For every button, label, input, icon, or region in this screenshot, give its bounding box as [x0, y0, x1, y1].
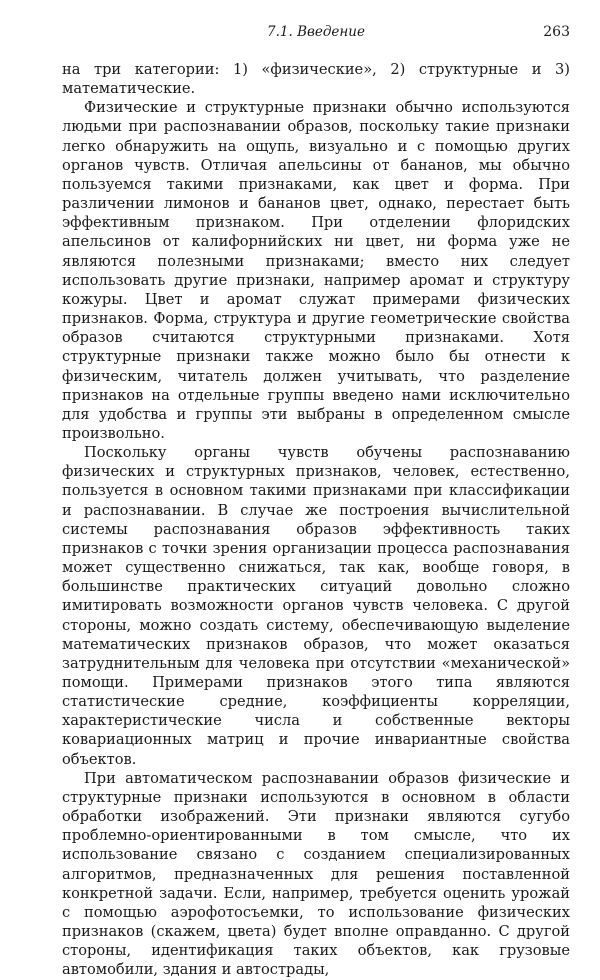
section-title: 7.1. Введение	[267, 24, 365, 40]
body-text	[62, 60, 570, 980]
paragraph-senses: Поскольку органы чувств обучены распознаванию физических и структурных признаков, человек, естественно, пользуется в основном такими признаками при классификации и распознавании. В случае же построения вычислительной системы распознавания образов эффективность таких признаков с точки зрения организации процесса распознавания может существенно снижаться, так как, вообще говоря, в большинстве практических ситуаций довольно сложно имитировать возможности органов чувств человека. С другой стороны, можно создать систему, обеспечивающую выделение математических признаков образов, что может оказаться затруднительным для человека при отсутствии «механической» помощи. Примерами признаков этого типа являются статистические средние, коэффициенты корреляции, характеристические числа и собственные векторы ковариационных матриц и прочие инвариантные свойства объектов.	[62, 444, 570, 768]
paragraph-continuation: на три категории: 1) «физические», 2) структурные и 3) математические.	[62, 61, 570, 98]
running-head	[62, 22, 570, 46]
page-number: 263	[543, 24, 570, 40]
book-page	[62, 22, 570, 980]
paragraph-physical-structural: Физические и структурные признаки обычно используются людьми при распознавании образов, поскольку такие признаки легко обнаружить на ощупь, визуально и с помощью других органов чувств. Отличая апельсины от бананов, мы обычно пользуемся такими признаками, как цвет и форма. При различении лимонов и бананов цвет, однако, перестает быть эффективным признаком. При отделении флоридских апельсинов от калифорнийских ни цвет, ни форма уже не являются полезными признаками; вместо них следует использовать другие признаки, например аромат и структуру кожуры. Цвет и аромат служат примерами физических признаков. Форма, структура и другие геометрические свойства образов считаются структурными признаками. Хотя структурные признаки также можно было бы отнести к физическим, читатель должен учитывать, что разделение признаков на отдельные группы введено нами исключительно для удобства и группы эти выбраны в определенном смысле произвольно.	[62, 99, 570, 442]
paragraph-automatic-recognition: При автоматическом распознавании образов физические и структурные признаки используются в основном в области обработки изображений. Эти признаки являются сугубо проблемно-ориентированными в том смысле, что их использование связано с созданием специализированных алгоритмов, предназначенных для решения поставленной конкретной задачи. Если, например, требуется оценить урожай с помощью аэрофотосъемки, то использование физических признаков (скажем, цвета) будет вполне оправданно. С другой стороны, идентификация таких объектов, как грузовые автомобили, здания и автострады,	[62, 769, 570, 979]
